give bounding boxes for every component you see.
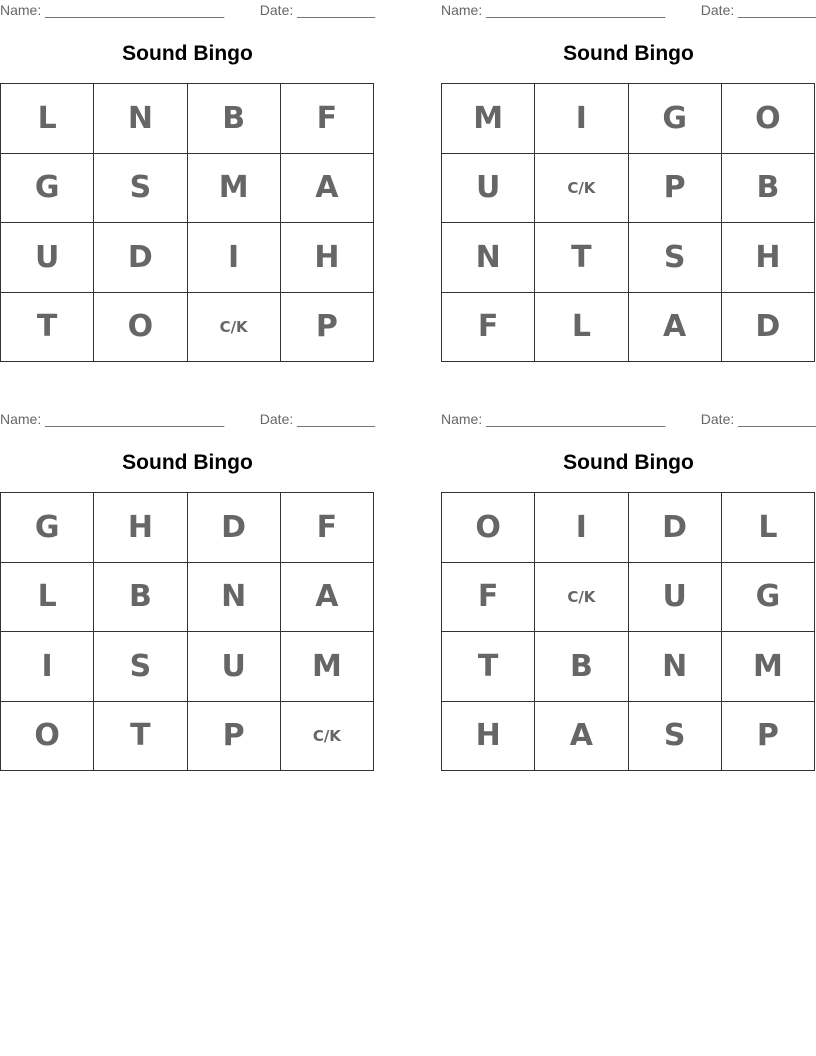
bingo-cell: N <box>94 84 187 154</box>
bingo-cell: O <box>442 493 535 563</box>
bingo-cell: D <box>629 493 722 563</box>
date-field: Date: __________ <box>700 411 816 427</box>
header-row <box>441 411 816 429</box>
bingo-cell: U <box>629 563 722 633</box>
bingo-cell: F <box>442 293 535 363</box>
bingo-cell: L <box>722 493 815 563</box>
bingo-cell: T <box>535 223 628 293</box>
name-field: Name: _______________________ <box>441 411 666 427</box>
bingo-cell: N <box>188 563 281 633</box>
bingo-grid <box>441 83 815 362</box>
bingo-cell: O <box>94 293 187 363</box>
bingo-cell: B <box>535 632 628 702</box>
bingo-cell: A <box>281 154 374 224</box>
bingo-cell: B <box>94 563 187 633</box>
bingo-cell: N <box>629 632 722 702</box>
bingo-cell: B <box>188 84 281 154</box>
bingo-cell: S <box>629 702 722 772</box>
bingo-cell: L <box>1 84 94 154</box>
bingo-card <box>0 0 375 375</box>
bingo-cell: H <box>94 493 187 563</box>
bingo-cell: D <box>722 293 815 363</box>
card-title: Sound Bingo <box>563 42 694 65</box>
bingo-cell: A <box>535 702 628 772</box>
card-title: Sound Bingo <box>563 451 694 474</box>
bingo-cell: I <box>188 223 281 293</box>
bingo-cell: L <box>535 293 628 363</box>
date-field: Date: __________ <box>700 2 816 18</box>
bingo-cell: C/K <box>281 702 374 772</box>
bingo-cell: H <box>442 702 535 772</box>
bingo-cell: S <box>94 632 187 702</box>
card-title: Sound Bingo <box>122 42 253 65</box>
bingo-cell: T <box>1 293 94 363</box>
bingo-cell: M <box>442 84 535 154</box>
bingo-cell: P <box>281 293 374 363</box>
bingo-card <box>441 0 816 375</box>
bingo-grid <box>0 492 374 771</box>
bingo-cell: G <box>1 493 94 563</box>
bingo-cell: H <box>281 223 374 293</box>
name-field: Name: _______________________ <box>441 2 666 18</box>
bingo-cell: D <box>94 223 187 293</box>
bingo-cell: D <box>188 493 281 563</box>
bingo-cell: P <box>188 702 281 772</box>
bingo-cell: O <box>722 84 815 154</box>
bingo-cell: U <box>188 632 281 702</box>
bingo-cell: P <box>722 702 815 772</box>
bingo-cell: G <box>1 154 94 224</box>
bingo-cell: T <box>442 632 535 702</box>
bingo-cell: I <box>535 84 628 154</box>
bingo-cell: G <box>629 84 722 154</box>
date-field: Date: __________ <box>259 2 375 18</box>
bingo-cell: U <box>1 223 94 293</box>
header-row <box>0 411 375 429</box>
bingo-cell: T <box>94 702 187 772</box>
bingo-cell: L <box>1 563 94 633</box>
bingo-grid <box>441 492 815 771</box>
card-title: Sound Bingo <box>122 451 253 474</box>
bingo-cell: P <box>629 154 722 224</box>
name-field: Name: _______________________ <box>0 2 225 18</box>
bingo-cell: H <box>722 223 815 293</box>
bingo-cell: G <box>722 563 815 633</box>
bingo-grid <box>0 83 374 362</box>
bingo-cell: B <box>722 154 815 224</box>
bingo-cell: I <box>1 632 94 702</box>
bingo-cell: U <box>442 154 535 224</box>
bingo-cell: M <box>722 632 815 702</box>
bingo-cell: C/K <box>188 293 281 363</box>
header-row <box>441 2 816 20</box>
bingo-cell: M <box>188 154 281 224</box>
bingo-cell: C/K <box>535 563 628 633</box>
bingo-cell: C/K <box>535 154 628 224</box>
bingo-card <box>0 409 375 784</box>
bingo-cell: M <box>281 632 374 702</box>
date-field: Date: __________ <box>259 411 375 427</box>
bingo-card <box>441 409 816 784</box>
bingo-cell: A <box>281 563 374 633</box>
bingo-cell: F <box>281 84 374 154</box>
bingo-cell: I <box>535 493 628 563</box>
bingo-cell: F <box>281 493 374 563</box>
bingo-cell: N <box>442 223 535 293</box>
header-row <box>0 2 375 20</box>
bingo-cell: O <box>1 702 94 772</box>
bingo-cell: S <box>629 223 722 293</box>
name-field: Name: _______________________ <box>0 411 225 427</box>
bingo-cell: A <box>629 293 722 363</box>
bingo-cell: F <box>442 563 535 633</box>
bingo-cell: S <box>94 154 187 224</box>
